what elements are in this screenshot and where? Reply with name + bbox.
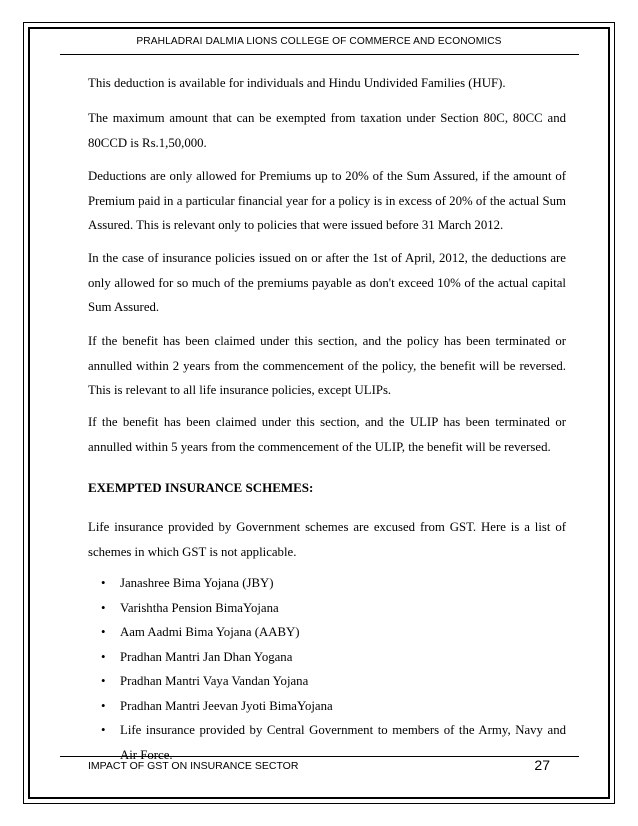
list-item: • Pradhan Mantri Vaya Vandan Yojana: [88, 669, 566, 694]
bullet-icon: •: [101, 625, 106, 639]
list-item: • Varishtha Pension BimaYojana: [88, 596, 566, 621]
paragraph-post-2012: In the case of insurance policies issued on or after the 1st of April, 2012, the deductions are only allowed for so much of the premiums payable as don't exceed 10% of the actual capital Sum Assured.: [88, 251, 566, 314]
bullet-icon: •: [101, 723, 106, 737]
paragraph-max-amount: The maximum amount that can be exempted from taxation under Section 80C, 80CC and 80CCD is Rs.1,50,000.: [88, 111, 566, 150]
list-item: • Aam Aadmi Bima Yojana (AABY): [88, 620, 566, 645]
bullet-icon: •: [101, 674, 106, 688]
footer-title: IMPACT OF GST ON INSURANCE SECTOR: [88, 760, 299, 772]
page-header: PRAHLADRAI DALMIA LIONS COLLEGE OF COMMERCE AND ECONOMICS: [136, 36, 502, 47]
paragraph-huf: This deduction is available for individuals and Hindu Undivided Families (HUF).: [88, 76, 506, 90]
header-rule: [60, 54, 579, 55]
section-intro: Life insurance provided by Government schemes are excused from GST. Here is a list of schemes in which GST is not applicable.: [88, 520, 566, 559]
schemes-list: [88, 571, 566, 767]
bullet-icon: •: [101, 576, 106, 590]
section-heading: EXEMPTED INSURANCE SCHEMES:: [88, 480, 314, 495]
bullet-icon: •: [101, 649, 106, 664]
paragraph-reversal-policy: If the benefit has been claimed under this section, and the policy has been terminated or annulled within 2 years from the commencement of the policy, the benefit will be reversed. This is relevant to all life insurance policies, except ULIPs.: [88, 334, 566, 397]
list-item: • Life insurance provided by Central Government to members of the Army, Navy and Air Force.: [88, 718, 566, 767]
paragraph-premium-limit: Deductions are only allowed for Premiums up to 20% of the Sum Assured, if the amount of Premium paid in a particular financial year for a policy is in excess of 20% of the actual Sum Assured. This is relevant only to policies that were issued before 31 March 2012.: [88, 169, 566, 232]
paragraph-reversal-ulip: If the benefit has been claimed under this section, and the ULIP has been terminated or annulled within 5 years from the commencement of the ULIP, the benefit will be reversed.: [88, 415, 566, 454]
list-item: • Pradhan Mantri Jeevan Jyoti BimaYojana: [88, 694, 566, 719]
list-item: • Pradhan Mantri Jan Dhan Yogana: [88, 645, 566, 670]
bullet-icon: •: [101, 698, 106, 713]
bullet-icon: •: [101, 600, 106, 615]
page-number: 27: [534, 757, 550, 773]
footer-rule: [60, 756, 579, 757]
list-item: • Janashree Bima Yojana (JBY): [88, 571, 566, 596]
